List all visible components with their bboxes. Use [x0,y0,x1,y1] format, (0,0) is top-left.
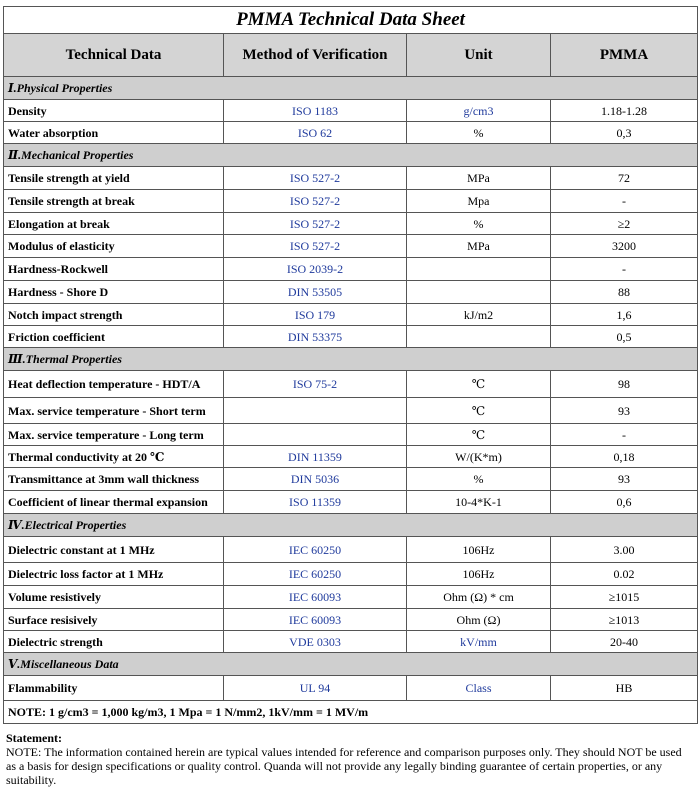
table-row [4,491,698,514]
property-name: Friction coefficient [4,326,224,348]
property-name: Tensile strength at break [4,190,224,213]
unit-cell: % [407,468,551,491]
sheet-title: PMMA Technical Data Sheet [4,7,698,34]
section-row [4,77,698,100]
table-row [4,100,698,122]
section-row [4,653,698,676]
pmma-value: 0,5 [551,326,698,348]
table-row [4,446,698,468]
verification-method: DIN 5036 [224,468,407,491]
pmma-value: 93 [551,398,698,424]
unit-cell: % [407,122,551,144]
verification-method: UL 94 [224,676,407,701]
verification-method: ISO 11359 [224,491,407,514]
verification-method: IEC 60250 [224,563,407,586]
property-name: Dielectric constant at 1 MHz [4,537,224,563]
property-name: Surface resisively [4,609,224,631]
pmma-value: 88 [551,281,698,304]
property-name: Density [4,100,224,122]
table-row [4,563,698,586]
section-title: Ⅰ.Physical Properties [4,77,698,100]
pmma-value: 3.00 [551,537,698,563]
pmma-value: 20-40 [551,631,698,653]
property-name: Tensile strength at yield [4,167,224,190]
verification-method: IEC 60250 [224,537,407,563]
unit-note: NOTE: 1 g/cm3 = 1,000 kg/m3, 1 Mpa = 1 N/mm2, 1kV/mm = 1 MV/m [4,701,698,724]
pmma-value: 1,6 [551,304,698,326]
unit-cell [407,326,551,348]
table-row [4,371,698,398]
verification-method: DIN 53505 [224,281,407,304]
title-row [4,7,698,34]
verification-method: DIN 11359 [224,446,407,468]
section-title: Ⅳ.Electrical Properties [4,514,698,537]
property-name: Modulus of elasticity [4,235,224,258]
verification-method: IEC 60093 [224,586,407,609]
pmma-value: ≥1013 [551,609,698,631]
verification-method: DIN 53375 [224,326,407,348]
property-name: Elongation at break [4,213,224,235]
table-row [4,609,698,631]
property-name: Notch impact strength [4,304,224,326]
note-row [4,701,698,724]
unit-cell: Class [407,676,551,701]
unit-cell: Ohm (Ω) [407,609,551,631]
verification-method: ISO 75-2 [224,371,407,398]
section-title: Ⅴ.Miscellaneous Data [4,653,698,676]
verification-method [224,424,407,446]
header-unit: Unit [407,34,551,77]
header-row [4,34,698,77]
verification-method: IEC 60093 [224,609,407,631]
unit-cell: % [407,213,551,235]
pmma-value: ≥2 [551,213,698,235]
property-name: Flammability [4,676,224,701]
unit-cell: kV/mm [407,631,551,653]
unit-cell [407,258,551,281]
property-name: Dielectric strength [4,631,224,653]
verification-method: ISO 527-2 [224,213,407,235]
table-row [4,631,698,653]
header-material: PMMA [551,34,698,77]
verification-method: ISO 62 [224,122,407,144]
property-name: Heat deflection temperature - HDT/A [4,371,224,398]
section-row [4,348,698,371]
table-row [4,424,698,446]
unit-cell: MPa [407,235,551,258]
pmma-value: 3200 [551,235,698,258]
verification-method: ISO 2039-2 [224,258,407,281]
technical-data-table [3,6,698,724]
property-name: Max. service temperature - Short term [4,398,224,424]
verification-method [224,398,407,424]
pmma-value: - [551,258,698,281]
section-title: Ⅱ.Mechanical Properties [4,144,698,167]
pmma-value: 72 [551,167,698,190]
section-title: Ⅲ.Thermal Properties [4,348,698,371]
pmma-value: 98 [551,371,698,398]
pmma-value: 0,3 [551,122,698,144]
property-name: Hardness-Rockwell [4,258,224,281]
header-method: Method of Verification [224,34,407,77]
pmma-value: 1.18-1.28 [551,100,698,122]
table-row [4,258,698,281]
unit-cell: g/cm3 [407,100,551,122]
table-row [4,326,698,348]
table-row [4,586,698,609]
data-sheet [3,6,697,787]
property-name: Volume resistively [4,586,224,609]
property-name: Coefficient of linear thermal expansion [4,491,224,514]
unit-cell: 10-4*K-1 [407,491,551,514]
property-name: Max. service temperature - Long term [4,424,224,446]
table-row [4,213,698,235]
property-name: Hardness - Shore D [4,281,224,304]
table-row [4,190,698,213]
verification-method: VDE 0303 [224,631,407,653]
unit-cell: ℃ [407,424,551,446]
section-row [4,144,698,167]
verification-method: ISO 527-2 [224,235,407,258]
verification-method: ISO 527-2 [224,167,407,190]
unit-cell: Ohm (Ω) * cm [407,586,551,609]
pmma-value: - [551,424,698,446]
property-name: Transmittance at 3mm wall thickness [4,468,224,491]
statement-title: Statement: [6,731,62,745]
table-row [4,398,698,424]
verification-method: ISO 1183 [224,100,407,122]
property-name: Dielectric loss factor at 1 MHz [4,563,224,586]
table-row [4,304,698,326]
statement-text: NOTE: The information contained herein are typical values intended for reference and comparison purposes only. They should NOT be used as a basis for design specifications or quality control. Quanda will not provide any legally binding guarantee of certain properties, or any suitability. [6,745,682,787]
table-row [4,167,698,190]
pmma-value: 0,6 [551,491,698,514]
unit-cell: ℃ [407,398,551,424]
statement-block [3,731,686,787]
pmma-value: 93 [551,468,698,491]
unit-cell: 106Hz [407,537,551,563]
header-technical-data: Technical Data [4,34,224,77]
pmma-value: HB [551,676,698,701]
table-row [4,122,698,144]
table-row [4,676,698,701]
unit-cell: Mpa [407,190,551,213]
unit-cell: ℃ [407,371,551,398]
verification-method: ISO 527-2 [224,190,407,213]
unit-cell: kJ/m2 [407,304,551,326]
property-name: Water absorption [4,122,224,144]
section-row [4,514,698,537]
unit-cell: 106Hz [407,563,551,586]
table-row [4,537,698,563]
unit-cell: MPa [407,167,551,190]
verification-method: ISO 179 [224,304,407,326]
pmma-value: - [551,190,698,213]
table-row [4,235,698,258]
table-row [4,281,698,304]
pmma-value: 0.02 [551,563,698,586]
property-name: Thermal conductivity at 20 ℃ [4,446,224,468]
unit-cell: W/(K*m) [407,446,551,468]
pmma-value: ≥1015 [551,586,698,609]
unit-cell [407,281,551,304]
pmma-value: 0,18 [551,446,698,468]
table-row [4,468,698,491]
